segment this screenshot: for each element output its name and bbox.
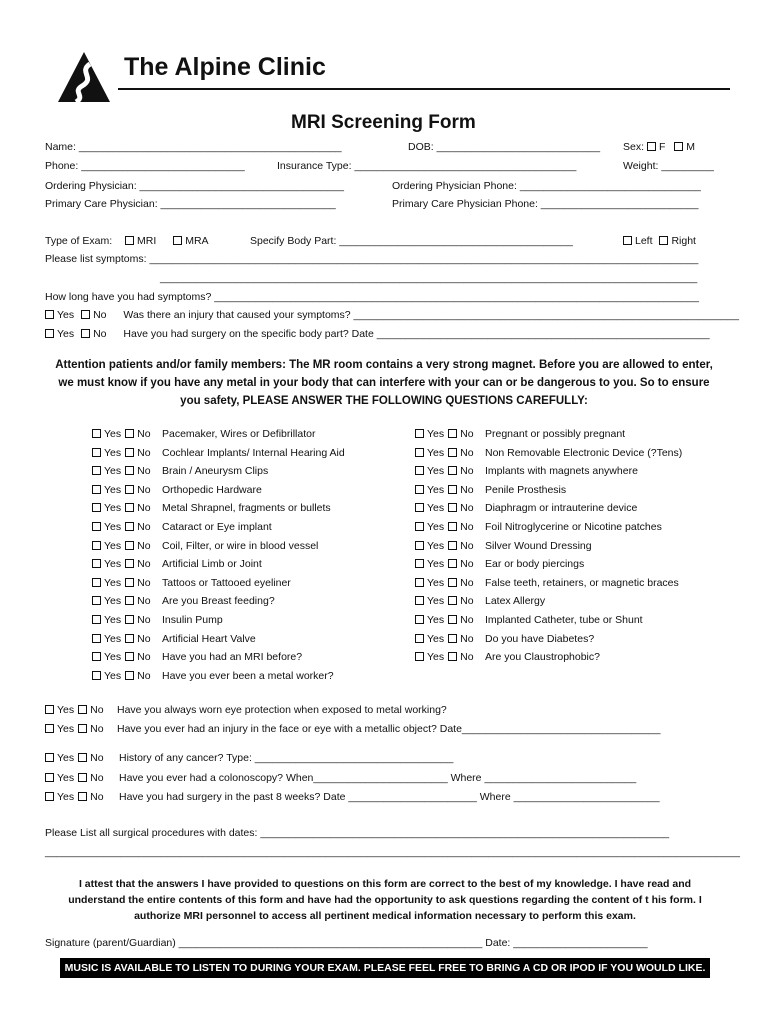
history_questions-row <box>45 772 636 784</box>
history_questions-row <box>45 752 453 764</box>
yes-checkbox[interactable] <box>92 541 101 550</box>
sex-f-label: F <box>658 141 666 153</box>
left-label: Left <box>635 235 653 247</box>
left_questions-row <box>92 670 334 682</box>
left_questions-row <box>92 614 223 626</box>
history_questions-row <box>45 791 660 803</box>
left_questions-row <box>92 577 291 589</box>
yes-label: Yes <box>427 558 445 571</box>
attention-notice: Attention patients and/or family members: The MR room contains a very strong magnet. Before you are allowed to enter, we must know if you have any metal in your body that can interfere with your can or be dangerous to you. So to ensure you safety, PLEASE ANSWER THE FOLLOWING QUESTIONS CAREFULLY: <box>55 359 713 407</box>
injury-yes-checkbox[interactable] <box>45 310 54 319</box>
no-label: No <box>460 483 474 496</box>
attestation: I attest that the answers I have provided to questions on this form are correct to the best of my knowledge. I have read and understand the entire contents of this form and have had the opportunity to ask questions regarding the content of t his form. I authorize MRI personnel to access all pertinent medical information necessary to perform this exam. <box>68 878 702 922</box>
no-checkbox[interactable] <box>125 615 134 624</box>
primary-phone-field[interactable]: Primary Care Physician Phone: ___________________________ <box>392 198 699 210</box>
no-label: No <box>90 791 104 803</box>
ordering-phone-field[interactable]: Ordering Physician Phone: _______________________________ <box>392 180 701 192</box>
question-text: Artificial Heart Valve <box>162 632 256 645</box>
no-checkbox[interactable] <box>448 615 457 624</box>
no-label: No <box>460 651 474 664</box>
left_questions-row <box>92 484 262 496</box>
form-title: MRI Screening Form <box>291 112 476 133</box>
clinic-name: The Alpine Clinic <box>124 53 326 81</box>
yes-label: Yes <box>57 771 75 784</box>
yes-label: Yes <box>104 465 122 478</box>
question-text: Cataract or Eye implant <box>162 521 272 533</box>
no-checkbox[interactable] <box>125 671 134 680</box>
yes-label: Yes <box>427 446 445 459</box>
no-label: No <box>137 483 151 496</box>
question-text: Diaphragm or intrauterine device <box>485 502 638 515</box>
no-checkbox[interactable] <box>448 503 457 512</box>
question-text: Brain / Aneurysm Clips <box>162 465 269 478</box>
yes-checkbox[interactable] <box>92 429 101 438</box>
question-text: Have you ever had a colonoscopy? When_______________________ Where __________________________ <box>119 771 637 784</box>
yes-checkbox[interactable] <box>415 596 424 605</box>
right_questions-row <box>415 577 679 589</box>
right_questions-row <box>415 558 584 570</box>
no-label: No <box>460 502 474 515</box>
no-checkbox[interactable] <box>448 596 457 605</box>
header-rule <box>118 88 730 90</box>
question-text: Pacemaker, Wires or Defibrillator <box>162 428 316 440</box>
right_questions-row <box>415 595 545 607</box>
no-checkbox[interactable] <box>125 541 134 550</box>
no-checkbox[interactable] <box>448 485 457 494</box>
left_questions-row <box>92 465 268 477</box>
sex-field <box>623 141 695 153</box>
question-text: Foil Nitroglycerine or Nicotine patches <box>485 521 662 533</box>
no-label: No <box>137 539 151 552</box>
how-long-field[interactable]: How long have you had symptoms? ___________________________________________________________________________________ <box>45 291 699 303</box>
no-checkbox[interactable] <box>448 559 457 568</box>
yes-checkbox[interactable] <box>415 559 424 568</box>
question-text: Coil, Filter, or wire in blood vessel <box>162 539 319 552</box>
left-checkbox[interactable] <box>623 236 632 245</box>
no-checkbox[interactable] <box>448 522 457 531</box>
right_questions-row <box>415 540 592 552</box>
right_questions-row <box>415 484 566 496</box>
no-label: No <box>137 576 151 589</box>
dob-field[interactable]: DOB: ____________________________ <box>408 141 601 153</box>
no-checkbox[interactable] <box>125 522 134 531</box>
yes-checkbox[interactable] <box>415 466 424 475</box>
side-row <box>623 235 696 247</box>
no-checkbox[interactable] <box>448 578 457 587</box>
history-question-list <box>45 752 745 812</box>
yes-checkbox[interactable] <box>92 615 101 624</box>
no-label: No <box>90 722 104 735</box>
no-label: No <box>137 558 151 571</box>
yes-checkbox[interactable] <box>415 615 424 624</box>
no-checkbox[interactable] <box>125 429 134 438</box>
symptoms-continuation[interactable]: ____________________________________________________________________________________________ <box>160 272 698 284</box>
yes-label: Yes <box>104 669 122 682</box>
yes-label: Yes <box>57 752 75 764</box>
question-text: Have you had an MRI before? <box>162 651 303 664</box>
yes-checkbox[interactable] <box>45 753 54 762</box>
yes-checkbox[interactable] <box>92 448 101 457</box>
left_questions-row <box>92 502 331 514</box>
question-text: Non Removable Electronic Device (?Tens) <box>485 446 683 459</box>
yes-label: Yes <box>104 521 122 533</box>
music-banner: MUSIC IS AVAILABLE TO LISTEN TO DURING YOUR EXAM. PLEASE FEEL FREE TO BRING A CD OR IPOD IF YOU WOULD LIKE. ☺ <box>60 958 710 978</box>
yes-checkbox[interactable] <box>92 559 101 568</box>
yes-checkbox[interactable] <box>415 652 424 661</box>
question-text: Are you Breast feeding? <box>162 595 275 608</box>
ordering-physician-field[interactable]: Ordering Physician: ___________________________________ <box>45 180 344 192</box>
surgery-question[interactable]: Have you had surgery on the specific body part? Date _________________________________________________________ <box>123 328 710 340</box>
no-checkbox[interactable] <box>448 448 457 457</box>
yes-label: Yes <box>104 428 122 440</box>
exam-type-row <box>45 235 209 247</box>
yes-checkbox[interactable] <box>415 429 424 438</box>
injury-question[interactable]: Was there an injury that caused your symptoms? __________________________________________________________________ <box>123 309 739 321</box>
yes-label: Yes <box>427 502 445 515</box>
yes-checkbox[interactable] <box>92 578 101 587</box>
body-part-field[interactable]: Specify Body Part: ________________________________________ <box>250 235 573 247</box>
yes-label: Yes <box>104 632 122 645</box>
yes-checkbox[interactable] <box>45 792 54 801</box>
eye-question-list <box>45 704 745 744</box>
yes-label: Yes <box>427 428 445 440</box>
no-label: No <box>90 771 104 784</box>
yes-checkbox[interactable] <box>92 466 101 475</box>
no-label: No <box>93 328 107 340</box>
right_questions-row <box>415 502 637 514</box>
left_questions-row <box>92 595 275 607</box>
no-label: No <box>460 558 474 571</box>
right-checkbox[interactable] <box>659 236 668 245</box>
weight-field[interactable]: Weight: _________ <box>623 160 714 172</box>
question-text: Have you had surgery in the past 8 weeks? Date ______________________ Where _________________________ <box>119 791 660 803</box>
yes-checkbox[interactable] <box>92 652 101 661</box>
mra-checkbox[interactable] <box>173 236 182 245</box>
yes-checkbox[interactable] <box>45 724 54 733</box>
question-text: Ear or body piercings <box>485 558 585 571</box>
phone-field[interactable]: Phone: ____________________________ <box>45 160 245 172</box>
no-label: No <box>460 539 474 552</box>
left_questions-row <box>92 447 345 459</box>
yes-label: Yes <box>104 595 122 608</box>
yes-label: Yes <box>104 651 122 664</box>
surgery-no-checkbox[interactable] <box>81 329 90 338</box>
injury-row <box>45 309 739 321</box>
surgery-row <box>45 328 710 340</box>
no-checkbox[interactable] <box>448 541 457 550</box>
no-label: No <box>460 428 474 440</box>
mri-checkbox[interactable] <box>125 236 134 245</box>
question-text: History of any cancer? Type: __________________________________ <box>119 752 454 764</box>
question-text: Have you ever been a metal worker? <box>162 669 334 682</box>
yes-checkbox[interactable] <box>415 522 424 531</box>
symptoms-field[interactable]: Please list symptoms: ______________________________________________________________________________________________ <box>45 253 699 265</box>
no-label: No <box>137 651 151 664</box>
no-label: No <box>90 752 104 764</box>
question-text: Orthopedic Hardware <box>162 483 262 496</box>
no-label: No <box>137 521 151 533</box>
yes-label: Yes <box>57 722 75 735</box>
yes-label: Yes <box>57 791 75 803</box>
yes-checkbox[interactable] <box>415 541 424 550</box>
no-checkbox[interactable] <box>125 448 134 457</box>
yes-label: Yes <box>104 539 122 552</box>
yes-label: Yes <box>427 539 445 552</box>
no-label: No <box>460 632 474 645</box>
no-checkbox[interactable] <box>448 652 457 661</box>
right_questions-row <box>415 651 600 663</box>
no-label: No <box>137 595 151 608</box>
no-label: No <box>137 614 151 626</box>
question-text: Implanted Catheter, tube or Shunt <box>485 614 643 626</box>
question-text: Metal Shrapnel, fragments or bullets <box>162 502 331 515</box>
right_questions-row <box>415 521 662 533</box>
no-label: No <box>460 465 474 478</box>
mra-label: MRA <box>185 235 209 247</box>
no-checkbox[interactable] <box>125 578 134 587</box>
yes-checkbox[interactable] <box>415 578 424 587</box>
no-label: No <box>137 669 151 682</box>
right-label: Right <box>671 235 696 247</box>
question-text: Have you ever had an injury in the face or eye with a metallic object? Date__________________________________ <box>117 722 661 735</box>
yes-checkbox[interactable] <box>92 596 101 605</box>
left_questions-row <box>92 540 318 552</box>
sex-label: Sex: <box>623 141 645 153</box>
yes-label: Yes <box>427 521 445 533</box>
mountain-road-logo-icon <box>56 50 112 104</box>
no-checkbox[interactable] <box>78 753 87 762</box>
right-question-list <box>415 428 735 688</box>
no-checkbox[interactable] <box>125 466 134 475</box>
clinic-logo <box>56 50 112 104</box>
no-checkbox[interactable] <box>125 596 134 605</box>
yes-label: Yes <box>104 446 122 459</box>
no-label: No <box>460 595 474 608</box>
no-label: No <box>137 446 151 459</box>
yes-checkbox[interactable] <box>45 705 54 714</box>
no-checkbox[interactable] <box>78 792 87 801</box>
question-text: Are you Claustrophobic? <box>485 651 600 664</box>
no-label: No <box>90 704 104 716</box>
no-label: No <box>137 428 151 440</box>
question-text: Have you always worn eye protection when exposed to metal working? <box>117 704 447 716</box>
yes-label: Yes <box>57 704 75 716</box>
surgical-list-continuation[interactable]: _______________________________________________________________________________________________________________________ <box>45 846 740 858</box>
sex-m-checkbox[interactable] <box>674 142 683 151</box>
signature-field[interactable]: Signature (parent/Guardian) ____________________________________________________ Date: _______________________ <box>45 937 648 949</box>
yes-label: Yes <box>104 483 122 496</box>
yes-checkbox[interactable] <box>92 671 101 680</box>
right_questions-row <box>415 633 594 645</box>
sex-f-checkbox[interactable] <box>647 142 656 151</box>
yes-checkbox[interactable] <box>92 522 101 531</box>
no-checkbox[interactable] <box>78 705 87 714</box>
yes-label: Yes <box>57 328 75 340</box>
no-checkbox[interactable] <box>448 466 457 475</box>
no-checkbox[interactable] <box>448 429 457 438</box>
yes-label: Yes <box>427 465 445 478</box>
left_questions-row <box>92 651 302 663</box>
yes-label: Yes <box>427 595 445 608</box>
primary-physician-field[interactable]: Primary Care Physician: ______________________________ <box>45 198 336 210</box>
left_questions-row <box>92 558 262 570</box>
yes-label: Yes <box>57 309 75 321</box>
yes-checkbox[interactable] <box>92 503 101 512</box>
no-checkbox[interactable] <box>125 652 134 661</box>
yes-label: Yes <box>104 558 122 571</box>
yes-label: Yes <box>427 632 445 645</box>
name-field[interactable]: Name: _____________________________________________ <box>45 141 342 153</box>
yes-checkbox[interactable] <box>45 773 54 782</box>
question-text: Pregnant or possibly pregnant <box>485 428 626 440</box>
right_questions-row <box>415 614 643 626</box>
no-label: No <box>137 502 151 515</box>
right_questions-row <box>415 465 638 477</box>
surgical-list-field[interactable]: Please List all surgical procedures with dates: ______________________________________________________________________ <box>45 827 670 839</box>
left_questions-row <box>92 521 272 533</box>
question-text: Cochlear Implants/ Internal Hearing Aid <box>162 446 345 459</box>
injury-no-checkbox[interactable] <box>81 310 90 319</box>
insurance-field[interactable]: Insurance Type: ______________________________________ <box>277 160 577 172</box>
question-text: Penile Prosthesis <box>485 483 567 496</box>
sex-m-label: M <box>686 141 696 153</box>
yes-checkbox[interactable] <box>92 485 101 494</box>
no-checkbox[interactable] <box>125 503 134 512</box>
no-checkbox[interactable] <box>448 634 457 643</box>
eye_questions-row <box>45 723 660 735</box>
yes-label: Yes <box>427 651 445 664</box>
question-text: Implants with magnets anywhere <box>485 465 638 478</box>
yes-label: Yes <box>104 576 122 589</box>
left-question-list <box>92 428 392 688</box>
exam-type-label: Type of Exam: <box>45 235 113 247</box>
yes-label: Yes <box>427 614 445 626</box>
question-text: Do you have Diabetes? <box>485 632 595 645</box>
no-checkbox[interactable] <box>125 485 134 494</box>
question-text: False teeth, retainers, or magnetic braces <box>485 576 679 589</box>
no-label: No <box>137 465 151 478</box>
yes-checkbox[interactable] <box>92 634 101 643</box>
no-checkbox[interactable] <box>78 773 87 782</box>
mri-label: MRI <box>137 235 157 247</box>
yes-label: Yes <box>104 614 122 626</box>
no-label: No <box>460 521 474 533</box>
right_questions-row <box>415 428 625 440</box>
right_questions-row <box>415 447 682 459</box>
no-checkbox[interactable] <box>78 724 87 733</box>
no-label: No <box>137 632 151 645</box>
no-label: No <box>93 309 107 321</box>
no-checkbox[interactable] <box>125 559 134 568</box>
yes-checkbox[interactable] <box>415 485 424 494</box>
yes-checkbox[interactable] <box>415 634 424 643</box>
question-text: Insulin Pump <box>162 614 223 626</box>
question-text: Artificial Limb or Joint <box>162 558 262 571</box>
question-text: Latex Allergy <box>485 595 546 608</box>
yes-label: Yes <box>427 483 445 496</box>
yes-checkbox[interactable] <box>415 448 424 457</box>
surgery-yes-checkbox[interactable] <box>45 329 54 338</box>
left_questions-row <box>92 428 315 440</box>
question-text: Silver Wound Dressing <box>485 539 592 552</box>
left_questions-row <box>92 633 256 645</box>
eye_questions-row <box>45 704 447 716</box>
no-checkbox[interactable] <box>125 634 134 643</box>
question-text: Tattoos or Tattooed eyeliner <box>162 576 291 589</box>
yes-label: Yes <box>427 576 445 589</box>
no-label: No <box>460 446 474 459</box>
no-label: No <box>460 614 474 626</box>
no-label: No <box>460 576 474 589</box>
yes-checkbox[interactable] <box>415 503 424 512</box>
yes-label: Yes <box>104 502 122 515</box>
